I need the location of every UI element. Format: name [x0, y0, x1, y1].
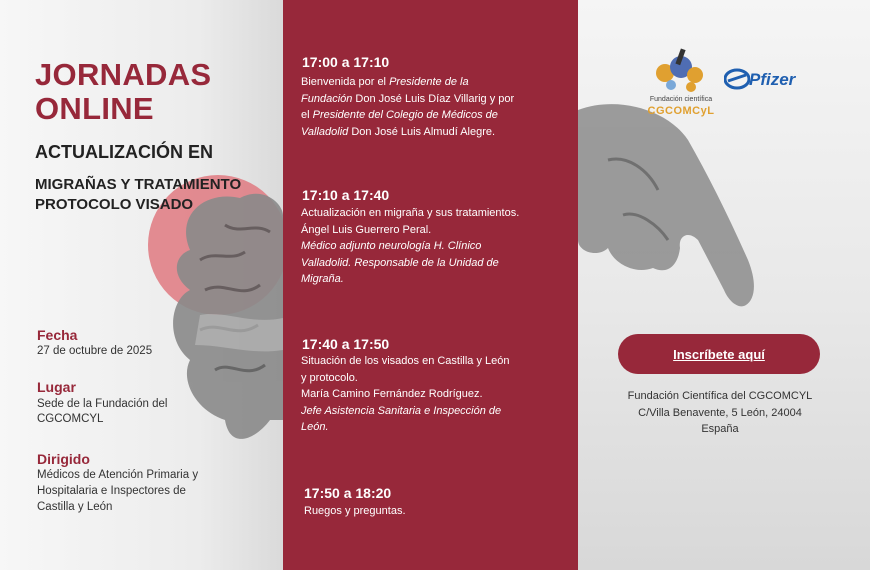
slot-3-line-3: María Camino Fernández Rodríguez. — [301, 388, 483, 400]
address-line-3: España — [701, 423, 739, 435]
pfizer-logo-text: Pfizer — [749, 70, 796, 89]
pointing-hand-icon — [578, 104, 754, 306]
left-panel — [0, 0, 283, 570]
slot-description-4 — [304, 503, 569, 520]
slot-4-line-1: Ruegos y preguntas. — [304, 505, 406, 517]
slot-description-2 — [301, 205, 566, 288]
event-topic-line-1: MIGRAÑAS Y TRATAMIENTO — [35, 176, 242, 193]
event-subtitle: ACTUALIZACIÓN EN — [35, 142, 213, 162]
slot-time-2: 17:10 a 17:40 — [302, 187, 390, 203]
slot-2-line-2: Ángel Luis Guerrero Peral. — [301, 223, 432, 236]
dirigido-label: Dirigido — [37, 451, 90, 467]
slot-1-line-3-text: el — [301, 109, 313, 121]
lugar-line-1: Sede de la Fundación del — [37, 398, 168, 410]
slot-1-line-4-text: Don José Luis Almudí Alegre. — [348, 125, 496, 138]
slot-1-line-2-italic: Fundación — [301, 92, 353, 105]
slot-3-line-2: y protocolo. — [301, 371, 358, 384]
slot-1-line-1-italic: Presidente de la — [389, 76, 469, 88]
address-block — [600, 388, 840, 438]
fecha-value: 27 de octubre de 2025 — [37, 345, 153, 357]
lugar-line-2: CGCOMCYL — [37, 413, 104, 425]
slot-1-line-2-text: Don José Luis Díaz Villarig y por — [352, 92, 515, 105]
slot-1-line-1-text: Bienvenida por el — [301, 76, 390, 88]
slot-1-line-3-italic: Presidente del Colegio de Médicos de — [312, 109, 498, 121]
address-line-1: Fundación Científica del CGCOMCYL — [627, 390, 813, 402]
address-line-2: C/Villa Benavente, 5 León, 24004 — [638, 406, 802, 419]
fecha-label: Fecha — [37, 327, 78, 343]
fundacion-logo-subtext: Fundación científica — [649, 96, 713, 103]
slot-description-3 — [301, 353, 566, 436]
pfizer-logo-icon — [724, 67, 750, 91]
event-topic-line-2: PROTOCOLO VISADO — [35, 196, 194, 213]
slot-2-line-4: Valladolid. Responsable de la Unidad de — [301, 256, 499, 269]
slot-2-line-1: Actualización en migraña y sus tratamientos. — [301, 207, 520, 219]
lugar-label: Lugar — [37, 379, 76, 395]
slot-time-4: 17:50 a 18:20 — [304, 485, 392, 501]
slot-2-line-3: Médico adjunto neurología H. Clínico — [301, 240, 482, 252]
fundacion-logo-name: CGCOMCyL — [647, 105, 715, 117]
slot-3-line-5: León. — [301, 421, 329, 433]
slot-1-line — [301, 74, 566, 91]
fundacion-logo-icon — [651, 45, 711, 95]
dirigido-line-2: Hospitalaria e Inspectores de — [37, 485, 186, 497]
slot-1-line — [301, 124, 566, 141]
slot-time-3: 17:40 a 17:50 — [302, 336, 390, 352]
slot-2-line-5: Migraña. — [301, 273, 344, 285]
slot-1-line — [301, 107, 566, 124]
slot-time-1: 17:00 a 17:10 — [302, 54, 390, 70]
signup-button[interactable]: Inscríbete aquí — [618, 334, 820, 374]
dirigido-line-3: Castilla y León — [37, 501, 113, 513]
slot-1-line — [301, 91, 566, 108]
slot-3-line-1: Situación de los visados en Castilla y León — [301, 355, 510, 367]
event-title-line-1: JORNADAS — [35, 57, 212, 92]
slot-description-1 — [301, 74, 566, 140]
event-title-line-2: ONLINE — [35, 91, 154, 126]
slot-3-line-4: Jefe Asistencia Sanitaria e Inspección de — [301, 404, 502, 417]
dirigido-line-1: Médicos de Atención Primaria y — [37, 469, 199, 481]
slot-1-line-4-italic: Valladolid — [301, 125, 349, 138]
